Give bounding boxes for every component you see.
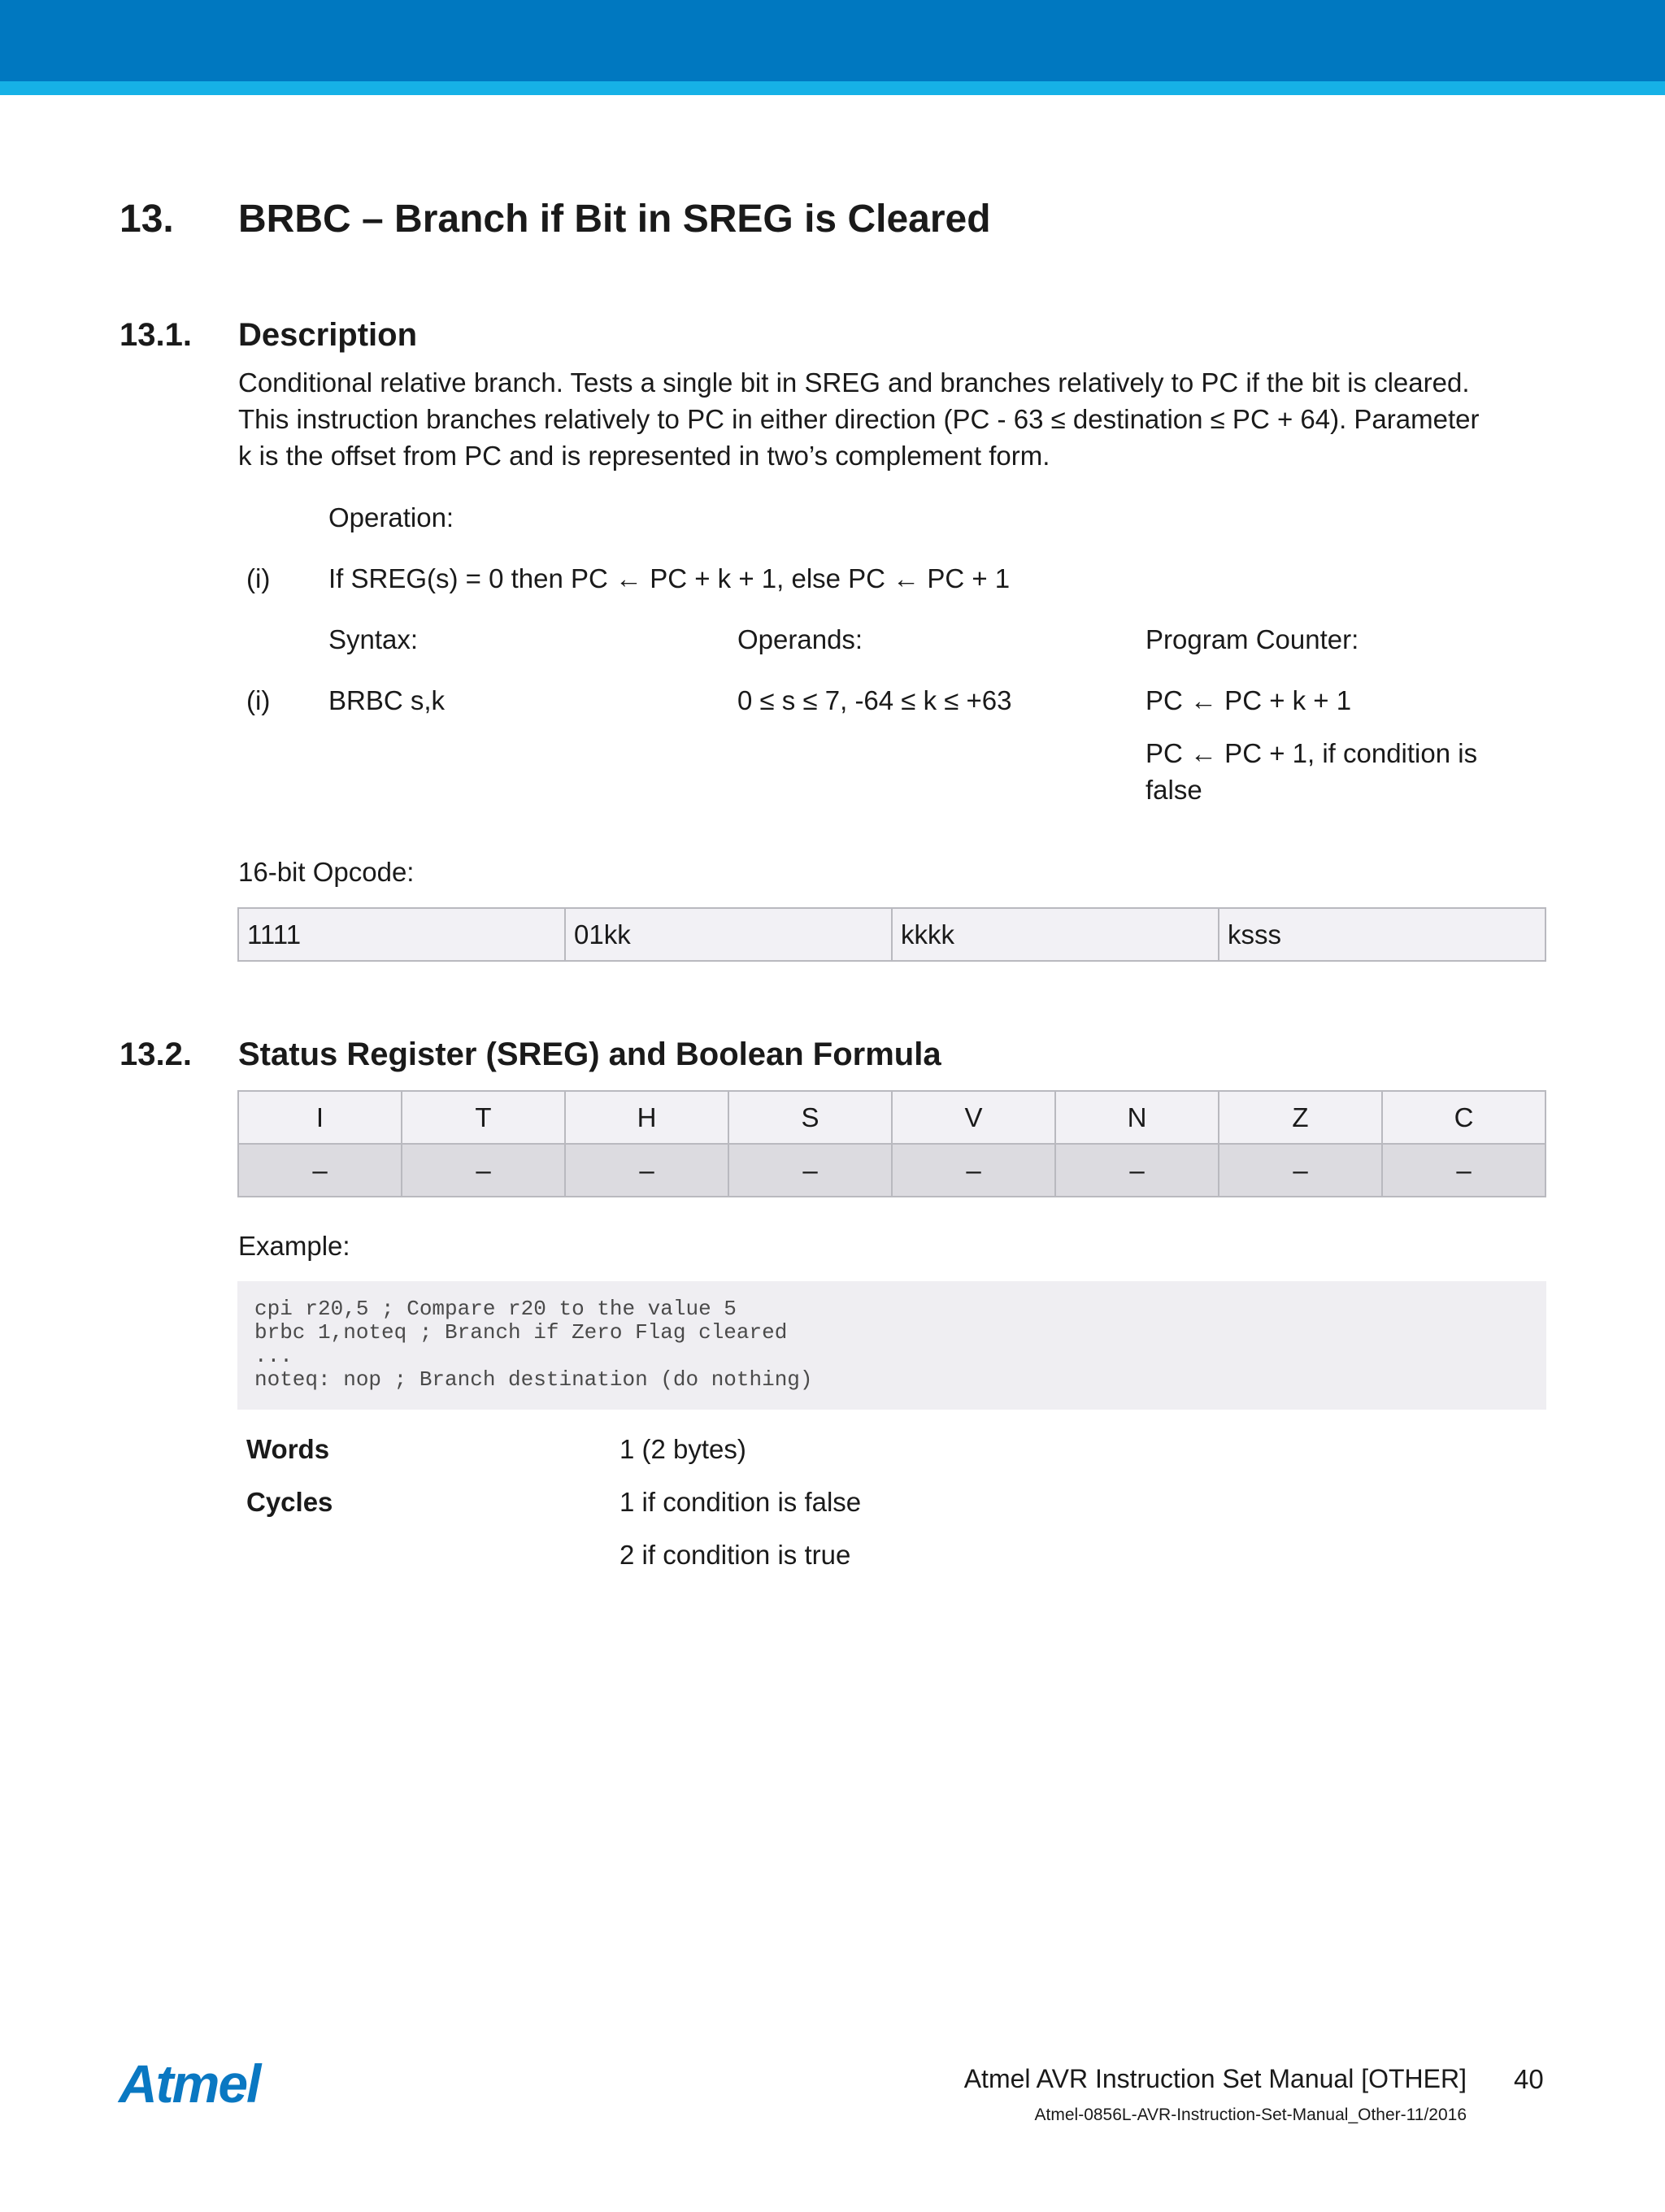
section-number: 13. <box>120 198 174 241</box>
program-counter-alt-cont: false <box>1146 775 1202 805</box>
sreg-flag-value: – <box>238 1144 402 1197</box>
description-line: k is the offset from PC and is represented in two’s complement form. <box>238 441 1050 471</box>
subsection-title-sreg: Status Register (SREG) and Boolean Formula <box>238 1036 941 1072</box>
sreg-flag-value: – <box>1055 1144 1219 1197</box>
sreg-flag-header: Z <box>1219 1091 1382 1144</box>
sreg-flag-header: S <box>728 1091 892 1144</box>
description-paragraph <box>238 364 1555 474</box>
sreg-flag-header: N <box>1055 1091 1219 1144</box>
atmel-logo: Atmel <box>119 2053 260 2114</box>
header-stripe <box>0 81 1665 95</box>
operands-label: Operands: <box>737 624 863 654</box>
sreg-flag-header: I <box>238 1091 402 1144</box>
subsection-number-sreg: 13.2. <box>120 1036 192 1072</box>
subsection-number-description: 13.1. <box>120 317 192 353</box>
operation-index: (i) <box>246 563 271 593</box>
code-line: cpi r20,5 ; Compare r20 to the value 5 <box>254 1297 737 1321</box>
syntax-value: BRBC s,k <box>328 685 446 715</box>
operation-formula: If SREG(s) = 0 then PC ← PC + k + 1, else PC ← PC + 1 <box>328 563 1011 593</box>
operands-value: 0 ≤ s ≤ 7, -64 ≤ k ≤ +63 <box>737 685 1012 715</box>
sreg-flag-value: – <box>565 1144 728 1197</box>
operation-label: Operation: <box>328 502 454 532</box>
section-title: BRBC – Branch if Bit in SREG is Cleared <box>238 198 991 241</box>
cycles-label: Cycles <box>246 1487 333 1517</box>
sreg-flag-value: – <box>1219 1144 1382 1197</box>
sreg-flag-header: H <box>565 1091 728 1144</box>
cycles-value-alt: 2 if condition is true <box>619 1540 851 1570</box>
sreg-flag-value: – <box>892 1144 1055 1197</box>
description-line: Conditional relative branch. Tests a single bit in SREG and branches relatively to PC if the bit is cleared. <box>238 367 1470 398</box>
words-value: 1 (2 bytes) <box>619 1434 746 1464</box>
opcode-cell: ksss <box>1219 908 1545 961</box>
code-line: brbc 1,noteq ; Branch if Zero Flag cleared <box>254 1320 788 1345</box>
program-counter-label: Program Counter: <box>1146 624 1359 654</box>
sreg-flag-value: – <box>402 1144 565 1197</box>
code-line: ... <box>254 1344 293 1368</box>
sreg-flag-header: T <box>402 1091 565 1144</box>
footer-document-id: Atmel-0856L-AVR-Instruction-Set-Manual_Other-11/2016 <box>1034 2106 1467 2124</box>
syntax-index: (i) <box>246 685 271 715</box>
opcode-cell: kkkk <box>892 908 1219 961</box>
opcode-cell: 1111 <box>238 908 565 961</box>
code-line: noteq: nop ; Branch destination (do nothing) <box>254 1367 813 1392</box>
sreg-flag-value: – <box>1382 1144 1545 1197</box>
code-block <box>237 1281 1546 1410</box>
program-counter-alt: PC ← PC + 1, if condition is <box>1146 738 1478 768</box>
sreg-flag-header: C <box>1382 1091 1545 1144</box>
sreg-flag-header: V <box>892 1091 1055 1144</box>
sreg-flag-value: – <box>728 1144 892 1197</box>
words-label: Words <box>246 1434 330 1464</box>
opcode-cell: 01kk <box>565 908 892 961</box>
subsection-title-description: Description <box>238 317 418 353</box>
footer-manual-title: Atmel AVR Instruction Set Manual [OTHER] <box>963 2064 1467 2093</box>
program-counter-value: PC ← PC + k + 1 <box>1146 685 1352 715</box>
description-line: This instruction branches relatively to PC in either direction (PC - 63 ≤ destination ≤ PC + 64). Parameter <box>238 404 1480 434</box>
sreg-table <box>237 1090 1546 1197</box>
header-bar <box>0 0 1665 81</box>
opcode-table <box>237 907 1546 962</box>
opcode-label: 16-bit Opcode: <box>238 857 415 887</box>
example-label: Example: <box>238 1231 350 1261</box>
cycles-value: 1 if condition is false <box>619 1487 862 1517</box>
page-number: 40 <box>1514 2064 1544 2094</box>
syntax-label: Syntax: <box>328 624 419 654</box>
